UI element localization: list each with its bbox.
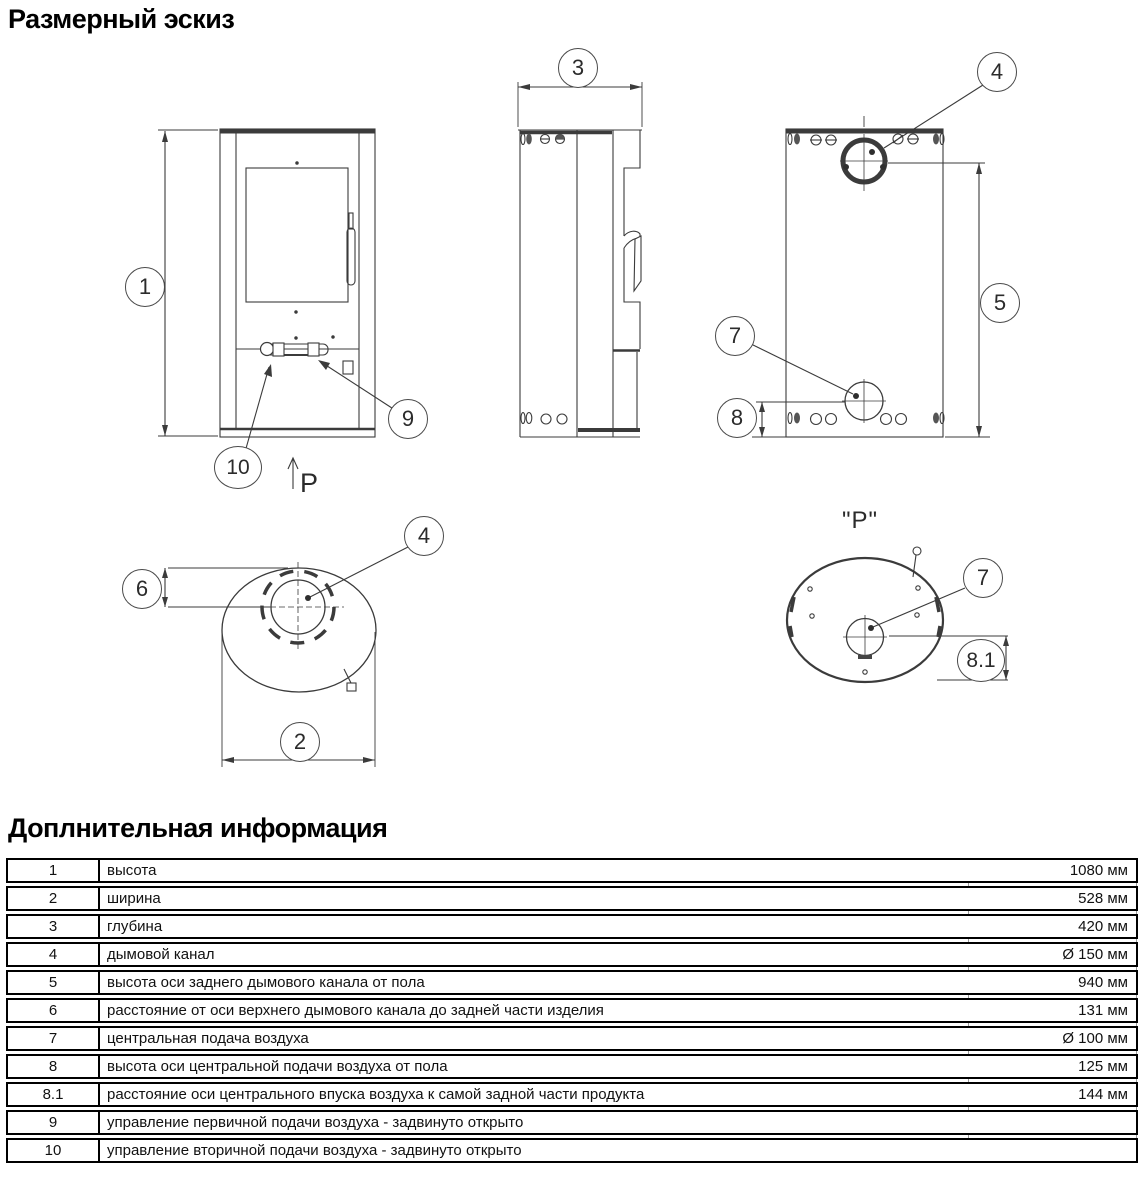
row-value: 528 мм: [1078, 890, 1128, 907]
callout-8-1-air-offset: 8.1: [957, 639, 1005, 682]
row-description: глубина: [107, 918, 163, 935]
p-view-label: "P": [842, 507, 879, 534]
row-number: 7: [8, 1028, 100, 1049]
p-arrow-label: P: [300, 468, 319, 498]
row-value: 144 мм: [1078, 1086, 1128, 1103]
row-description: управление первичной подачи воздуха - задвинуто открыто: [107, 1114, 524, 1131]
row-description: центральная подача воздуха: [107, 1030, 309, 1047]
callout-9-primary-air: 9: [388, 399, 428, 439]
callout-6-flue-offset: 6: [122, 569, 162, 609]
row-description: расстояние оси центрального впуска воздуха к самой задной части продукта: [107, 1086, 645, 1103]
view-direction-arrow-p: [288, 458, 298, 489]
row-description: высота оси центральной подачи воздуха от пола: [107, 1058, 448, 1075]
row-value: 131 мм: [1078, 1002, 1128, 1019]
callout-7-air-back: 7: [715, 316, 755, 356]
row-number: 2: [8, 888, 100, 909]
table-row: [6, 858, 1138, 883]
row-description: высота: [107, 862, 157, 879]
row-number: 9: [8, 1112, 100, 1133]
row-description: расстояние от оси верхнего дымового канала до задней части изделия: [107, 1002, 604, 1019]
table-row: [6, 1110, 1138, 1135]
row-number: 3: [8, 916, 100, 937]
row-description: ширина: [107, 890, 161, 907]
row-number: 8: [8, 1056, 100, 1077]
callout-5-flue-height: 5: [980, 283, 1020, 323]
control-knob: [261, 343, 274, 356]
back-view: [749, 85, 990, 437]
callout-4-flue-back: 4: [977, 52, 1017, 92]
callout-8-air-height: 8: [717, 398, 757, 438]
secondary-air-slider: [273, 343, 284, 356]
row-value: Ø 100 мм: [1062, 1030, 1128, 1047]
row-value: 940 мм: [1078, 974, 1128, 991]
callout-1-height: 1: [125, 267, 165, 307]
row-description: дымовой канал: [107, 946, 215, 963]
info-table: [6, 858, 1138, 1166]
row-number: 1: [8, 860, 100, 881]
primary-air-slider: [308, 343, 319, 356]
table-row: [6, 1138, 1138, 1163]
page-title: Размерный эскиз: [8, 4, 235, 34]
row-number: 6: [8, 1000, 100, 1021]
row-value: 125 мм: [1078, 1058, 1128, 1075]
row-value: Ø 150 мм: [1062, 946, 1128, 963]
row-value: [958, 1140, 1136, 1161]
row-value: 1080 мм: [1069, 862, 1128, 879]
row-description: высота оси заднего дымового канала от пола: [107, 974, 425, 991]
callout-7-air-bottom: 7: [963, 558, 1003, 598]
table-row: [6, 1082, 1138, 1107]
callout-10-secondary-air: 10: [214, 446, 262, 489]
row-number: 8.1: [8, 1084, 100, 1105]
row-value: 420 мм: [1078, 918, 1128, 935]
row-number: 4: [8, 944, 100, 965]
row-value: [958, 1112, 1136, 1133]
row-description: управление вторичной подачи воздуха - задвинуто открыто: [107, 1142, 522, 1159]
callout-2-width: 2: [280, 722, 320, 762]
table-row: [6, 914, 1138, 939]
table-row: [6, 1026, 1138, 1051]
section-title-additional-info: Доплнительная информация: [8, 813, 388, 843]
table-row: [6, 998, 1138, 1023]
door-glass: [246, 168, 348, 302]
front-view: [158, 129, 395, 489]
table-row: [6, 970, 1138, 995]
row-number: 5: [8, 972, 100, 993]
table-row: [6, 1054, 1138, 1079]
table-row: [6, 942, 1138, 967]
callout-4-flue-top: 4: [404, 516, 444, 556]
table-row: [6, 886, 1138, 911]
row-number: 10: [8, 1140, 100, 1161]
callout-3-depth: 3: [558, 48, 598, 88]
side-view: [518, 82, 642, 437]
